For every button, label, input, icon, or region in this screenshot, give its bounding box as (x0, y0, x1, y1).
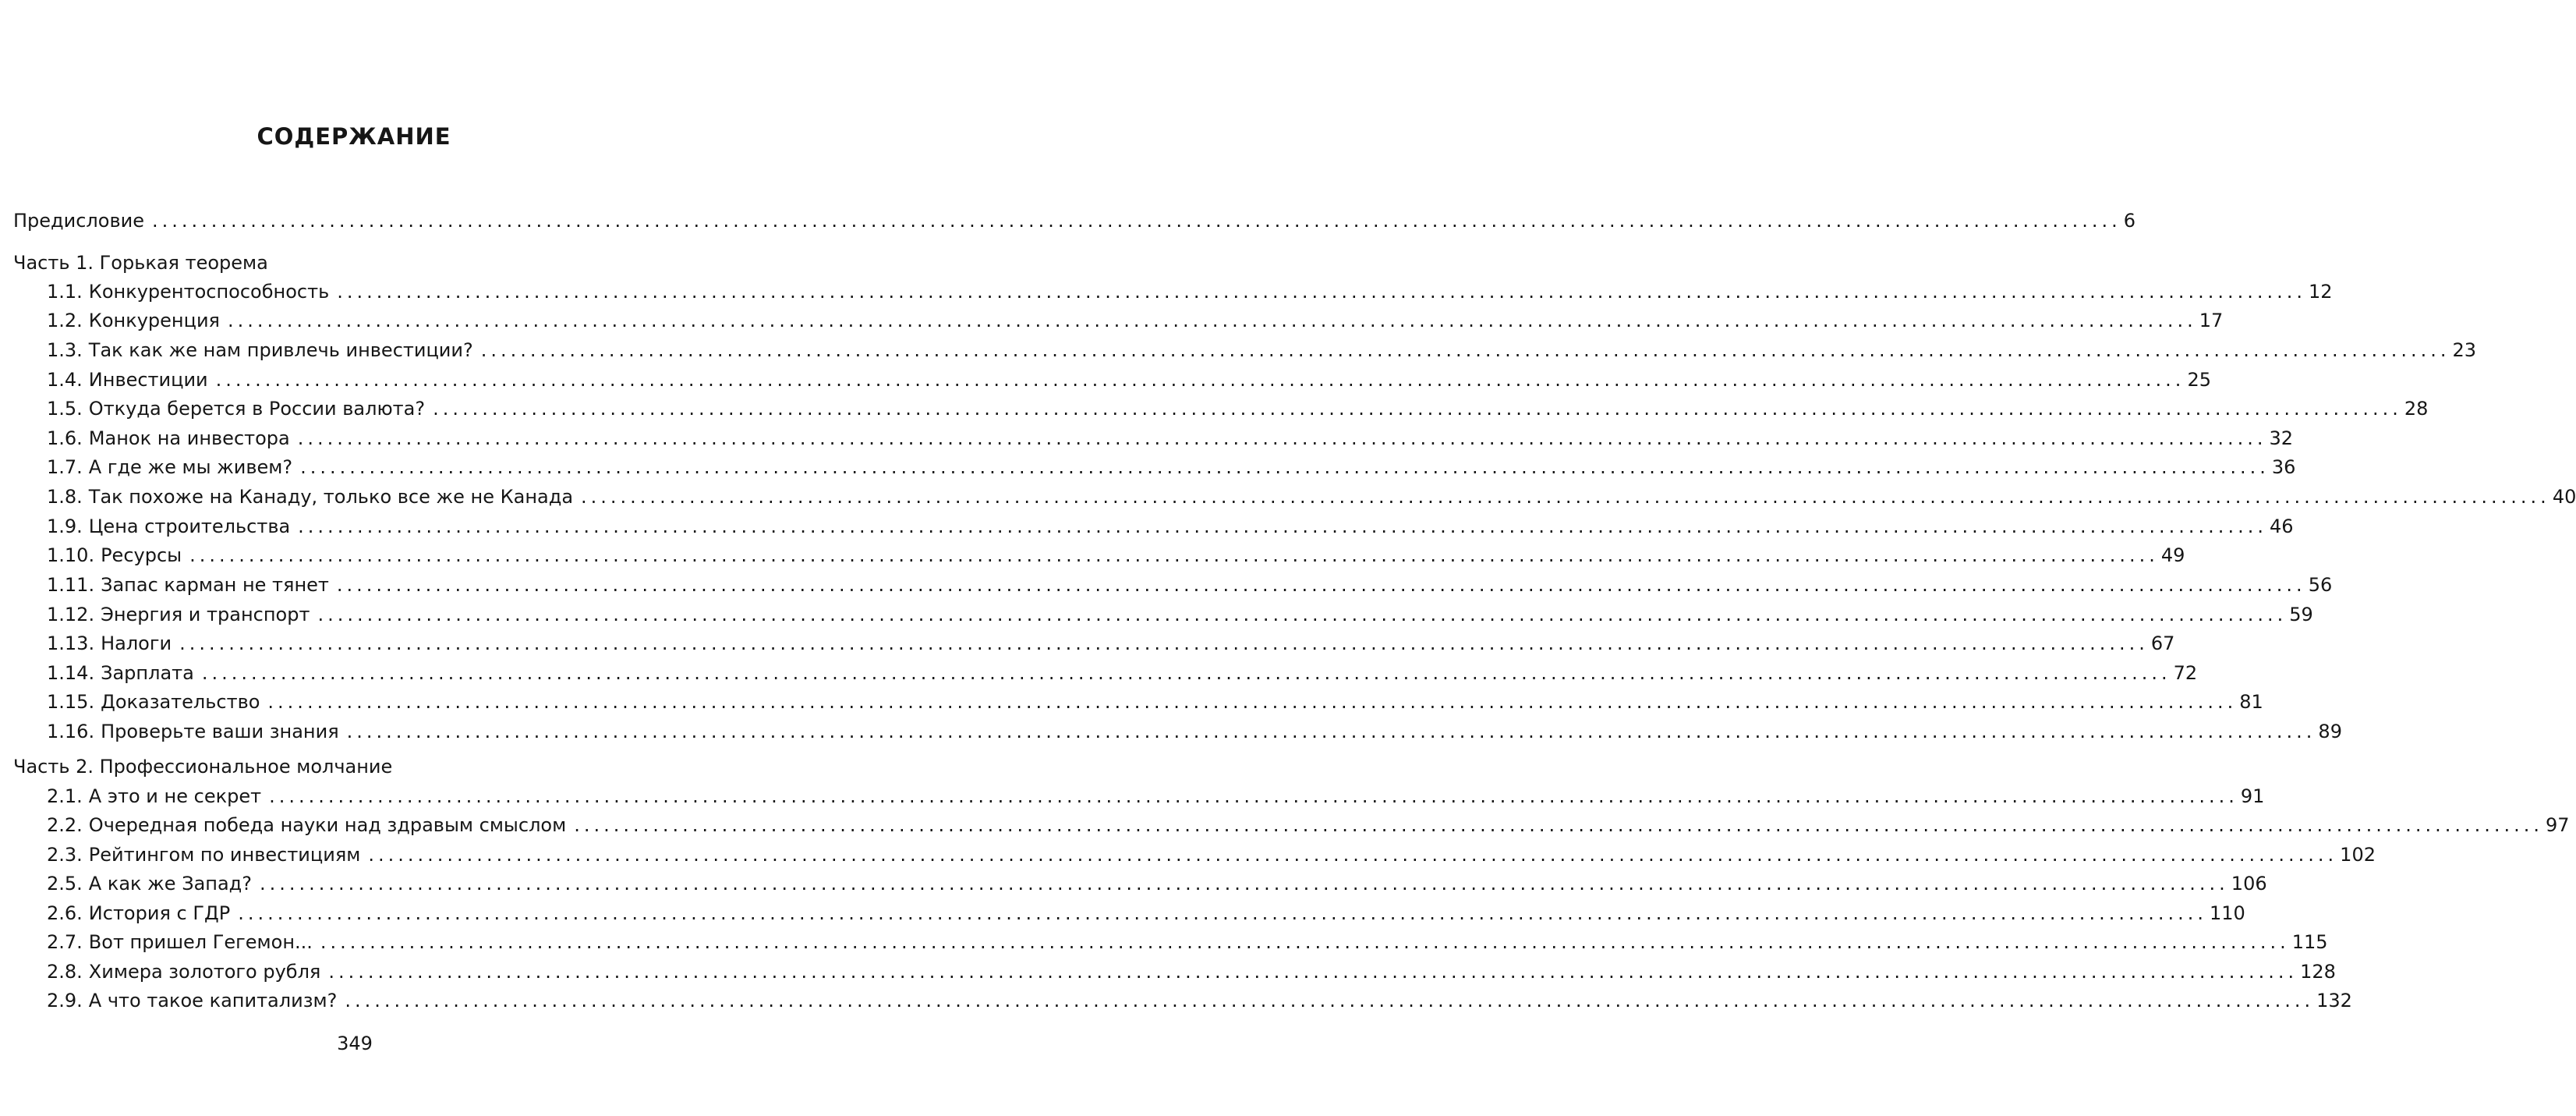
toc-entry-number: 1.3. (47, 339, 83, 361)
toc-entry[interactable] (47, 485, 2576, 508)
dot-leader: ........................................................................................................................................................................................................ (238, 902, 2207, 924)
toc-entry[interactable] (47, 661, 2198, 685)
toc-entry-number: 2.3. (47, 844, 83, 866)
toc-entry-label: Очередная победа науки над здравым смыслом (88, 814, 567, 836)
toc-entry-page: 59 (2289, 604, 2313, 625)
toc-entry-label: Зарплата (101, 662, 194, 684)
toc-entry-label: Предисловие (13, 210, 144, 232)
dot-leader: ........................................................................................................................................................................................................ (189, 544, 2159, 566)
toc-entry-page: 23 (2452, 339, 2477, 361)
toc-entry-number: 2.6. (47, 902, 83, 924)
toc-entry-number: 2.9. (47, 990, 83, 1011)
toc-entry-label: Откуда берется в России валюта? (88, 398, 426, 420)
dot-leader: ........................................................................................................................................................................................................ (574, 814, 2543, 836)
toc-entry-page: 128 (2300, 961, 2336, 983)
dot-leader: ........................................................................................................................................................................................................ (215, 369, 2185, 391)
toc-entry[interactable] (47, 785, 2265, 808)
toc-entry[interactable] (47, 573, 2333, 597)
toc-entry-label: Рейтингом по инвестициям (88, 844, 361, 866)
toc-entry-page: 56 (2308, 574, 2333, 596)
toc-entry-number: 1.7. (47, 456, 83, 478)
toc-entry-page: 115 (2291, 931, 2328, 953)
toc-entry-page: 91 (2240, 785, 2265, 807)
dot-leader: ........................................................................................................................................................................................................ (201, 662, 2171, 684)
toc-entry[interactable] (47, 515, 2294, 538)
toc-entry[interactable] (47, 632, 2175, 655)
toc-entry[interactable] (47, 544, 2185, 567)
toc-entry-page: 132 (2316, 990, 2352, 1011)
toc-entry[interactable] (47, 902, 2245, 925)
toc-entry[interactable] (47, 960, 2336, 983)
toc-entry-label: Так как же нам привлечь инвестиции? (88, 339, 473, 361)
toc-entry-label: Проверьте ваши знания (101, 721, 339, 742)
toc-entry-number: 1.12. (47, 604, 95, 625)
toc-entry[interactable] (47, 603, 2313, 626)
toc-entry-number: 1.1. (47, 281, 83, 303)
toc-entry-label: Манок на инвестора (88, 427, 290, 449)
toc-entry-label: Так похоже на Канаду, только все же не Канада (88, 486, 574, 508)
toc-entry-page: 25 (2187, 369, 2211, 391)
toc-entry-page: 17 (2199, 310, 2224, 331)
dot-leader: ........................................................................................................................................................................................................ (581, 486, 2550, 508)
toc-entry-page: 102 (2340, 844, 2376, 866)
toc-entry[interactable] (47, 872, 2267, 895)
toc-entry-number: 2.7. (47, 931, 83, 953)
dot-leader: ........................................................................................................................................................................................................ (368, 844, 2338, 866)
toc-entry[interactable] (47, 338, 2477, 362)
toc-entry[interactable] (47, 280, 2333, 303)
toc-entry-label: А как же Запад? (88, 873, 253, 895)
toc-entry-label: Цена строительства (88, 515, 291, 537)
toc-entry-number: 1.8. (47, 486, 83, 508)
toc-entry-page: 106 (2231, 873, 2267, 895)
toc-entry-number: 1.10. (47, 544, 95, 566)
toc-entry-page: 49 (2160, 544, 2185, 566)
toc-entry[interactable] (47, 368, 2211, 391)
toc-entry-page: 6 (2123, 210, 2136, 232)
toc-entry[interactable] (47, 427, 2294, 450)
dot-leader: ........................................................................................................................................................................................................ (480, 339, 2450, 361)
page-number: 349 (337, 1033, 373, 1054)
toc-entry-label: Запас карман не тянет (101, 574, 329, 596)
part-heading-1[interactable]: Часть 1. Горькая теорема (13, 252, 268, 274)
toc-entry-label: Ресурсы (101, 544, 182, 566)
dot-leader: ........................................................................................................................................................................................................ (336, 574, 2306, 596)
toc-entry-number: 1.16. (47, 721, 95, 742)
toc-entry-number: 1.2. (47, 310, 83, 331)
toc-entry-number: 1.4. (47, 369, 83, 391)
toc-entry-number: 2.8. (47, 961, 83, 983)
toc-entry-page: 72 (2173, 662, 2198, 684)
toc-entry[interactable] (47, 720, 2342, 743)
dot-leader: ........................................................................................................................................................................................................ (269, 785, 2238, 807)
toc-entry-page: 110 (2209, 902, 2245, 924)
toc-entry-label: А где же мы живем? (88, 456, 293, 478)
dot-leader: ........................................................................................................................................................................................................ (346, 721, 2316, 742)
part-heading-2[interactable]: Часть 2. Профессиональное молчание (13, 756, 393, 778)
toc-entry-number: 1.13. (47, 632, 95, 654)
toc-entry-page: 28 (2404, 398, 2429, 420)
toc-entry-label: А что такое капитализм? (88, 990, 338, 1011)
toc-entry-number: 1.11. (47, 574, 95, 596)
toc-entry-number: 1.9. (47, 515, 83, 537)
toc-entry-label: Инвестиции (88, 369, 208, 391)
toc-entry-page: 32 (2269, 427, 2294, 449)
page-title: СОДЕРЖАНИЕ (257, 123, 451, 150)
toc-entry[interactable] (47, 930, 2328, 954)
toc-entry-page: 46 (2269, 515, 2294, 537)
dot-leader: ........................................................................................................................................................................................................ (298, 515, 2267, 537)
toc-entry[interactable] (47, 843, 2376, 866)
toc-entry-label: История с ГДР (88, 902, 231, 924)
toc-entry-page: 89 (2318, 721, 2342, 742)
toc-entry[interactable] (47, 309, 2224, 332)
toc-entry-page: 67 (2150, 632, 2175, 654)
dot-leader: ........................................................................................................................................................................................................ (320, 931, 2290, 953)
dot-leader: ........................................................................................................................................................................................................ (179, 632, 2149, 654)
toc-entry[interactable] (47, 397, 2429, 420)
toc-entry-number: 2.2. (47, 814, 83, 836)
toc-entry-label: Энергия и транспорт (101, 604, 310, 625)
dot-leader: ........................................................................................................................................................................................................ (297, 427, 2267, 449)
toc-entry-number: 1.6. (47, 427, 83, 449)
toc-entry-number: 2.5. (47, 873, 83, 895)
toc-entry-label: Налоги (101, 632, 172, 654)
toc-entry[interactable] (47, 455, 2296, 479)
dot-leader: ........................................................................................................................................................................................................ (328, 961, 2298, 983)
dot-leader: ........................................................................................................................................................................................................ (433, 398, 2402, 420)
toc-entry-number: 1.14. (47, 662, 95, 684)
toc-entry-label: Конкурентоспособность (88, 281, 330, 303)
toc-entry-label: Доказательство (101, 691, 260, 713)
toc-entry-page: 81 (2239, 691, 2263, 713)
toc-entry-label: Вот пришел Гегемон... (88, 931, 313, 953)
dot-leader: ........................................................................................................................................................................................................ (260, 873, 2229, 895)
dot-leader: ........................................................................................................................................................................................................ (317, 604, 2288, 625)
dot-leader: ........................................................................................................................................................................................................ (345, 990, 2315, 1011)
toc-entry-preface[interactable] (13, 209, 2136, 232)
dot-leader: ........................................................................................................................................................................................................ (300, 456, 2270, 478)
toc-entry[interactable] (47, 690, 2263, 714)
toc-entry-page: 97 (2546, 814, 2570, 836)
toc-entry-page: 12 (2309, 281, 2333, 303)
toc-entry-label: Химера золотого рубля (88, 961, 321, 983)
dot-leader: ........................................................................................................................................................................................................ (151, 210, 2121, 232)
toc-entry[interactable] (47, 813, 2570, 837)
dot-leader: ........................................................................................................................................................................................................ (337, 281, 2306, 303)
dot-leader: ........................................................................................................................................................................................................ (267, 691, 2238, 713)
toc-entry-label: Конкуренция (88, 310, 220, 331)
toc-entry-number: 1.15. (47, 691, 95, 713)
toc-entry-label: А это и не секрет (88, 785, 262, 807)
toc-entry-page: 40 (2552, 486, 2576, 508)
toc-entry-number: 1.5. (47, 398, 83, 420)
toc-entry[interactable] (47, 989, 2352, 1012)
dot-leader: ........................................................................................................................................................................................................ (227, 310, 2197, 331)
toc-entry-page: 36 (2271, 456, 2296, 478)
toc-entry-number: 2.1. (47, 785, 83, 807)
